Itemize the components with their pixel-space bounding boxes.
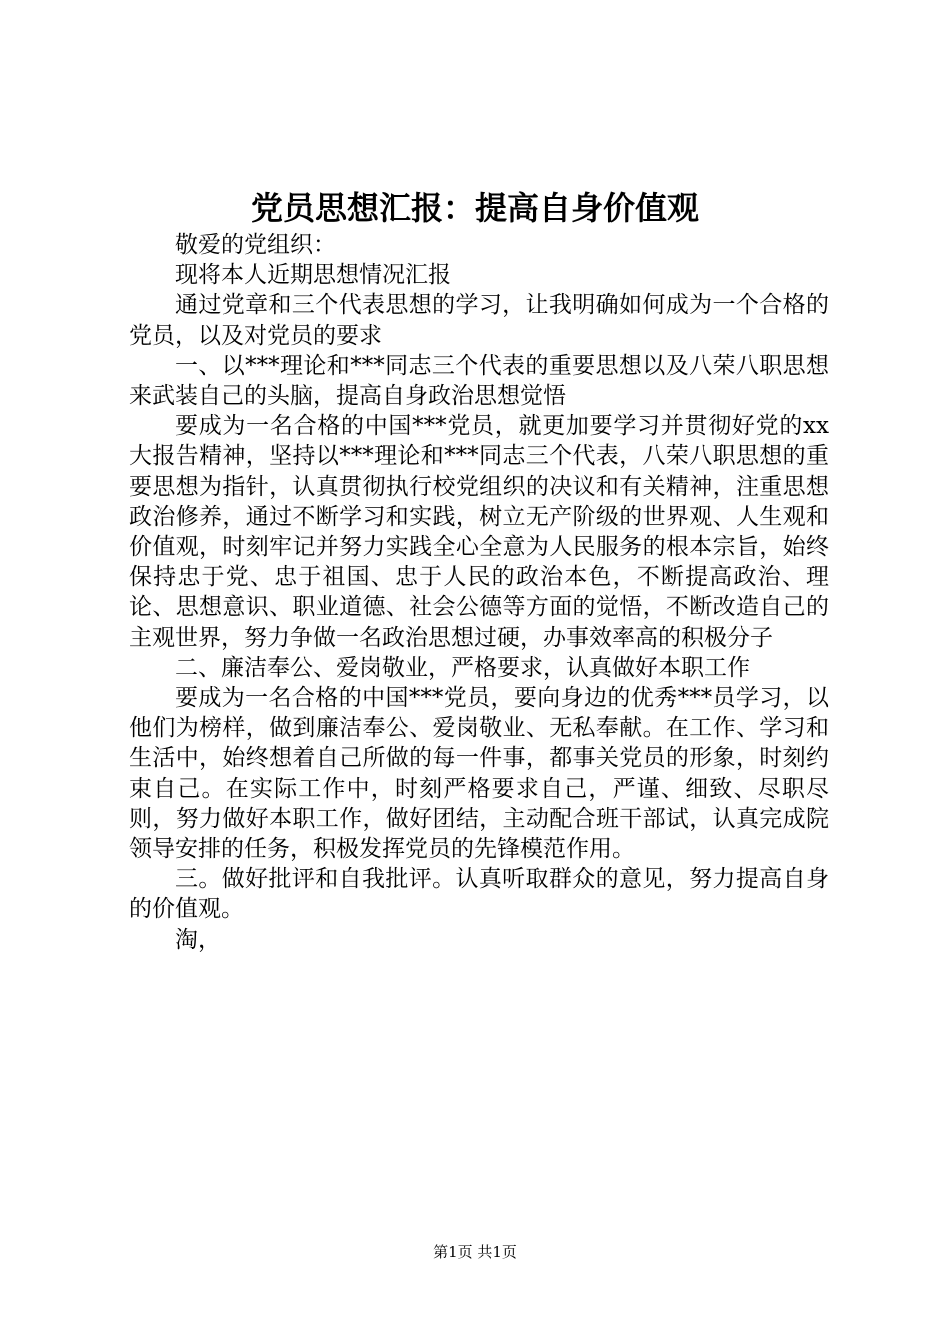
paragraph-intro: 现将本人近期思想情况汇报 <box>175 262 451 289</box>
section-3: 三。做好批评和自我批评。认真听取群众的意见，努力提高自身的价值观。 <box>129 866 829 923</box>
document-title: 党员思想汇报：提高自身价值观 <box>250 189 699 227</box>
paragraph-section-1: 要成为一名合格的中国***党员，就更加要学习并贯彻好党的xx大报告精神，坚持以***理论和***同志三个代表，八荣八职思想的重要思想为指针，认真贯彻执行校党组织的决议和有关精神，注重思想政治修养，通过不断学习和实践，树立无产阶级的世界观、人生观和价值观，时刻牢记并努力实践全心全意为人民服务的根本宗旨，始终保持忠于党、忠于祖国、忠于人民的政治本色，不断提高政治、理论、思想意识、职业道德、社会公德等方面的觉悟，不断改造自己的主观世界，努力争做一名政治思想过硬，办事效率高的积极分子 <box>129 413 829 651</box>
section-heading-1: 一、以***理论和***同志三个代表的重要思想以及八荣八职思想来武装自己的头脑，提高自身政治思想觉悟 <box>129 352 829 410</box>
document-body <box>129 230 829 955</box>
salutation: 敬爱的党组织： <box>175 232 336 258</box>
section-heading-2: 二、廉洁奉公、爱岗敬业，严格要求，认真做好本职工作 <box>175 654 750 681</box>
paragraph-section-2: 要成为一名合格的中国***党员，要向身边的优秀***员学习，以他们为榜样，做到廉洁奉公、爱岗敬业、无私奉献。在工作、学习和生活中，始终想着自己所做的每一件事，都事关党员的形象，时刻约束自己。在实际工作中，时刻严格要求自己，严谨、细致、尽职尽则，努力做好本职工作，做好团结，主动配合班干部试，认真完成院领导安排的任务，积极发挥党员的先锋模范作用。 <box>129 685 829 863</box>
closing-text: 淘， <box>175 926 221 953</box>
page-number-footer: 第1页 共1页 <box>433 1243 517 1261</box>
paragraph-study: 通过党章和三个代表思想的学习，让我明确如何成为一个合格的党员，以及对党员的要求 <box>129 292 829 349</box>
